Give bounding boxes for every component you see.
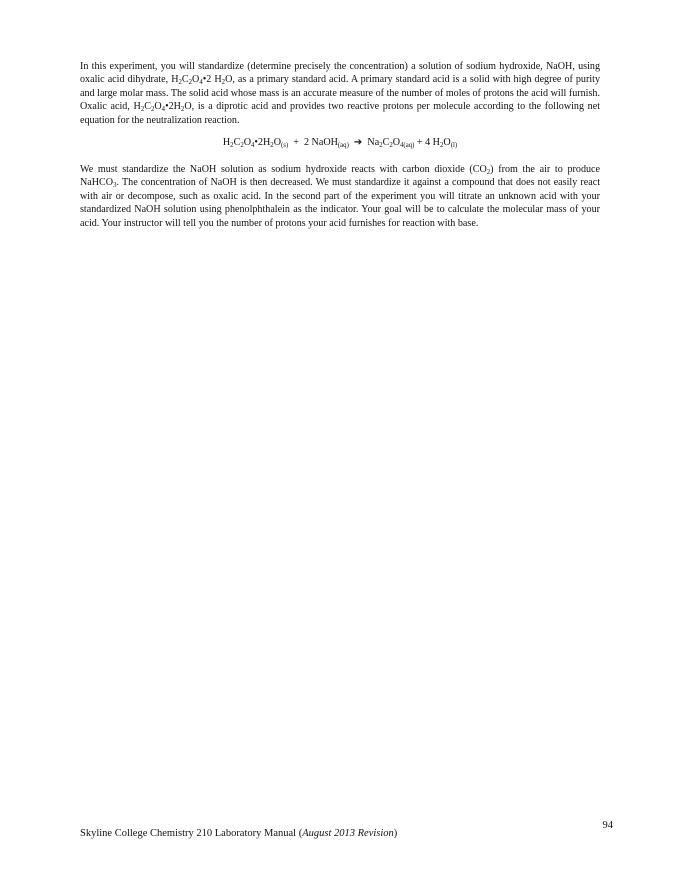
- text-run: O, is a diprotic acid and provides two reactive protons per molecule according to the following net equation for the neutralization reaction.: [80, 101, 601, 126]
- intro-paragraph: [80, 60, 600, 127]
- subscript: 2: [379, 142, 383, 149]
- subscript: 2: [389, 142, 393, 149]
- subscript: 3: [113, 182, 117, 190]
- eq-run: O: [273, 137, 281, 148]
- subscript: (s): [281, 142, 289, 149]
- footer-revision: August 2013 Revision: [302, 828, 394, 839]
- footer-text: Skyline College Chemistry 210 Laboratory Manual (: [80, 828, 303, 839]
- text-run: C: [181, 74, 189, 86]
- subscript: 4: [199, 79, 203, 87]
- page-number: 94: [602, 820, 613, 831]
- subscript: 2: [230, 142, 234, 149]
- subscript: 2: [439, 142, 444, 149]
- subscript: 2: [178, 79, 182, 87]
- eq-run: + 2 NaOH: [288, 137, 338, 148]
- eq-run: O: [243, 137, 252, 148]
- text-run: ) from the air to produce NaHCO: [80, 164, 600, 189]
- subscript: 2: [180, 106, 185, 114]
- subscript: 2: [150, 106, 155, 114]
- eq-run: O: [443, 137, 451, 148]
- page-footer: [80, 828, 397, 839]
- neutralization-equation: [0, 136, 680, 150]
- subscript: 2: [188, 79, 193, 87]
- subscript: 2: [221, 79, 226, 87]
- eq-run: •2H: [254, 137, 271, 148]
- standardization-paragraph: [80, 163, 600, 230]
- text-run: C: [144, 101, 151, 113]
- text-run: In this experiment, you will standardize (determine precisely the concentration) a solution of sodium hydroxide, NaOH, using oxalic acid dihydrate, H: [80, 61, 600, 86]
- eq-run: H: [222, 137, 231, 148]
- subscript: 2: [270, 142, 274, 149]
- eq-run: O: [392, 137, 401, 148]
- eq-run: ➔ Na: [348, 137, 380, 148]
- text-run: •2 H: [202, 74, 222, 86]
- subscript: 4(aq): [400, 142, 415, 149]
- subscript: 2: [240, 142, 244, 149]
- text-run: We must standardize the NaOH solution as sodium hydroxide reacts with carbon dioxide (CO: [80, 164, 487, 175]
- subscript: 2: [140, 106, 145, 114]
- text-run: O, as a primary standard acid. A primary standard acid is a solid with high degree of purity and large molar mass. The solid acid whose mass is an accurate measure of the number of moles of protons the acid will furnish. Oxalic acid, H: [80, 74, 600, 113]
- eq-run: + 4 H: [414, 137, 440, 148]
- text-run: •2H: [165, 101, 181, 113]
- subscript: 4: [251, 142, 255, 149]
- eq-run: C: [382, 137, 390, 148]
- subscript: (l): [450, 142, 458, 149]
- text-run: O: [192, 74, 200, 86]
- eq-run: C: [233, 137, 241, 148]
- subscript: 2: [486, 169, 491, 176]
- text-run: . The concentration of NaOH is then decreased. We must standardize it against a compound that does not easily react with air or decompose, such as oxalic acid. In the second part of the experiment you will titrate an unknown acid with your standardized NaOH solution using phenolphthalein as the indicator. Your goal will be to calculate the molecular mass of your acid. Your instructor will tell you the number of protons your acid furnishes for reaction with base.: [80, 177, 600, 229]
- text-run: O: [154, 101, 162, 113]
- footer-text: ): [393, 828, 398, 839]
- subscript: (aq): [337, 142, 349, 149]
- subscript: 4: [161, 106, 166, 114]
